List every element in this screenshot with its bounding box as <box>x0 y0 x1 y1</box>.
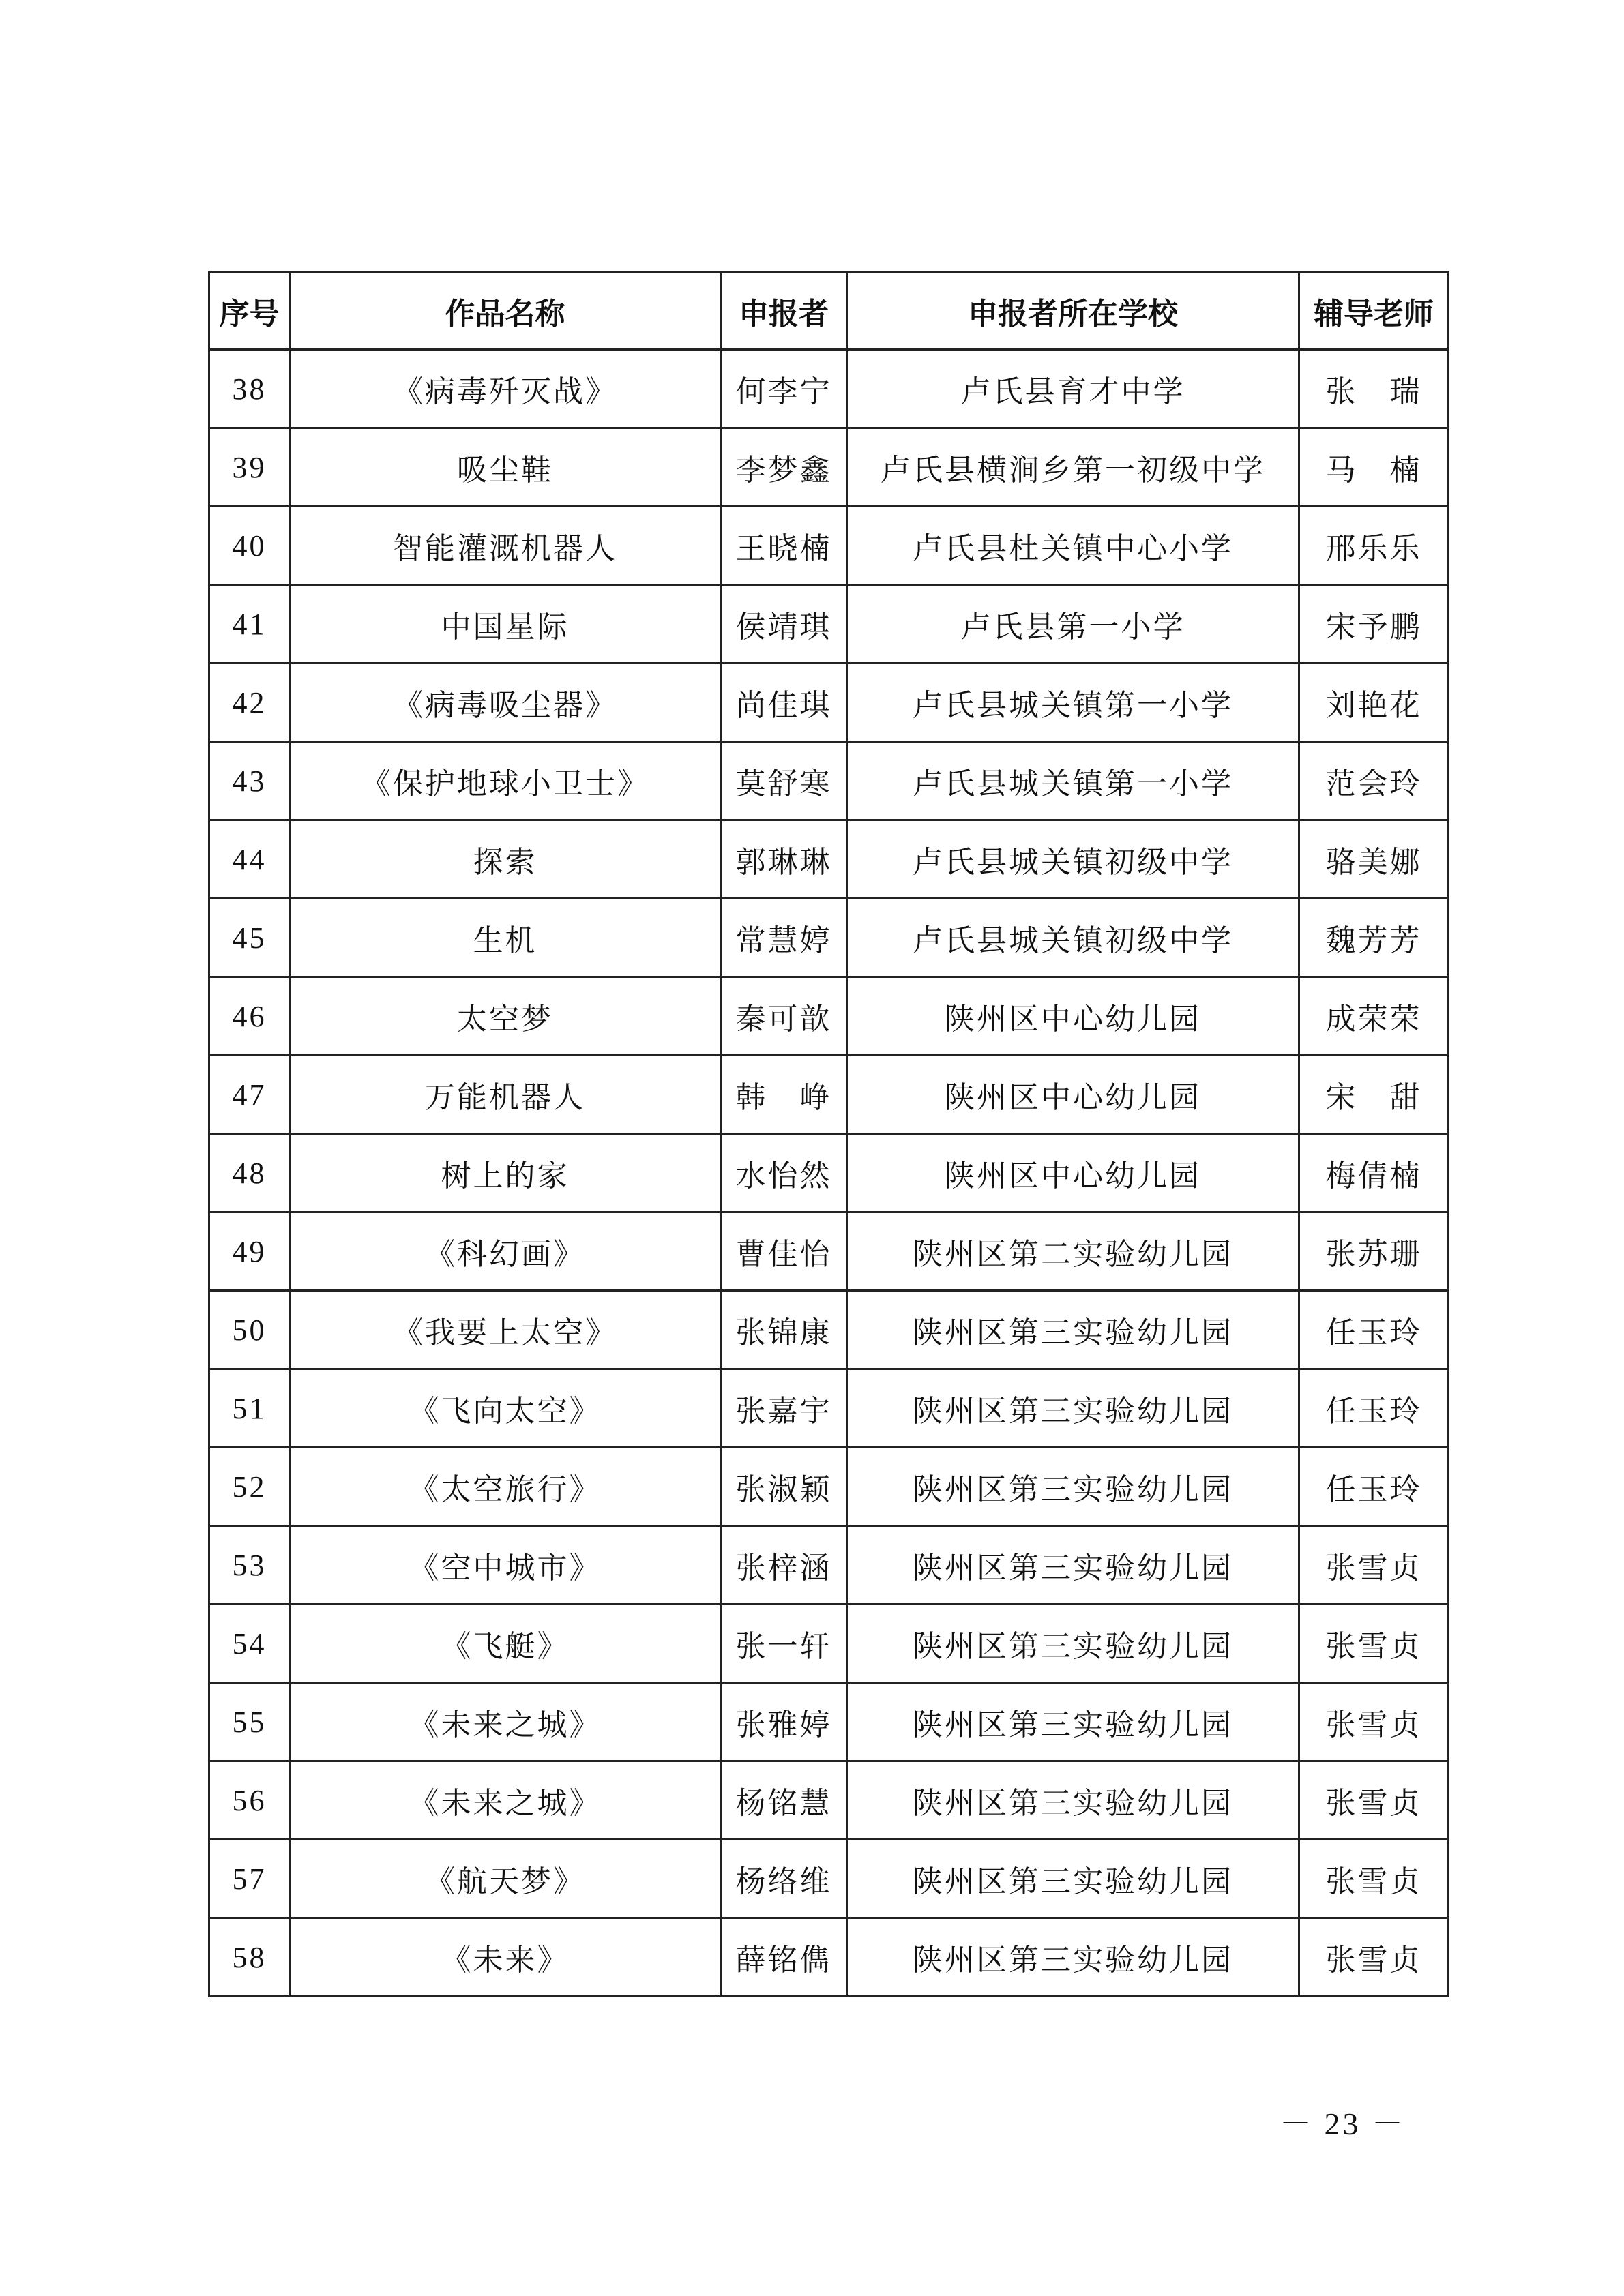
cell-index: 52 <box>209 1448 290 1526</box>
table-header-row <box>209 273 1449 350</box>
cell-work-title: 《飞向太空》 <box>290 1369 721 1448</box>
cell-work-title: 《太空旅行》 <box>290 1448 721 1526</box>
cell-index: 42 <box>209 664 290 742</box>
cell-advisor: 张苏珊 <box>1299 1212 1449 1291</box>
cell-index: 44 <box>209 820 290 899</box>
cell-index: 48 <box>209 1134 290 1212</box>
cell-applicant: 水怡然 <box>721 1134 847 1212</box>
cell-index: 39 <box>209 428 290 507</box>
cell-advisor: 骆美娜 <box>1299 820 1449 899</box>
cell-index: 45 <box>209 899 290 977</box>
cell-applicant: 莫舒寒 <box>721 742 847 820</box>
cell-work-title: 探索 <box>290 820 721 899</box>
cell-work-title: 生机 <box>290 899 721 977</box>
cell-school: 陕州区第三实验幼儿园 <box>847 1605 1299 1683</box>
cell-advisor: 成荣荣 <box>1299 977 1449 1056</box>
cell-advisor: 张雪贞 <box>1299 1918 1449 1997</box>
cell-applicant: 张一轩 <box>721 1605 847 1683</box>
table-row <box>209 1056 1449 1134</box>
header-applicant: 申报者 <box>721 273 847 350</box>
cell-applicant: 常慧婷 <box>721 899 847 977</box>
cell-advisor: 任玉玲 <box>1299 1291 1449 1369</box>
cell-index: 38 <box>209 350 290 428</box>
cell-work-title: 《我要上太空》 <box>290 1291 721 1369</box>
cell-index: 41 <box>209 585 290 664</box>
table-row <box>209 585 1449 664</box>
cell-applicant: 王晓楠 <box>721 507 847 585</box>
cell-index: 47 <box>209 1056 290 1134</box>
cell-work-title: 《未来之城》 <box>290 1683 721 1761</box>
table-row <box>209 1683 1449 1761</box>
cell-index: 58 <box>209 1918 290 1997</box>
cell-applicant: 张淑颖 <box>721 1448 847 1526</box>
cell-school: 卢氏县城关镇初级中学 <box>847 899 1299 977</box>
table-row <box>209 1291 1449 1369</box>
page-number: － 23 － <box>1280 2106 1406 2141</box>
cell-school: 卢氏县杜关镇中心小学 <box>847 507 1299 585</box>
cell-advisor: 张雪贞 <box>1299 1761 1449 1840</box>
cell-school: 陕州区第二实验幼儿园 <box>847 1212 1299 1291</box>
cell-advisor: 任玉玲 <box>1299 1448 1449 1526</box>
cell-index: 56 <box>209 1761 290 1840</box>
table-row <box>209 1840 1449 1918</box>
cell-applicant: 张梓涵 <box>721 1526 847 1605</box>
cell-applicant: 张嘉宇 <box>721 1369 847 1448</box>
cell-school: 陕州区第三实验幼儿园 <box>847 1291 1299 1369</box>
header-school: 申报者所在学校 <box>847 273 1299 350</box>
cell-work-title: 万能机器人 <box>290 1056 721 1134</box>
table-row <box>209 1918 1449 1997</box>
cell-applicant: 秦可歆 <box>721 977 847 1056</box>
cell-work-title: 《未来之城》 <box>290 1761 721 1840</box>
cell-school: 陕州区第三实验幼儿园 <box>847 1918 1299 1997</box>
cell-school: 陕州区中心幼儿园 <box>847 1056 1299 1134</box>
cell-work-title: 智能灌溉机器人 <box>290 507 721 585</box>
cell-advisor: 魏芳芳 <box>1299 899 1449 977</box>
cell-applicant: 郭琳琳 <box>721 820 847 899</box>
cell-advisor: 张雪贞 <box>1299 1840 1449 1918</box>
table-row <box>209 1369 1449 1448</box>
cell-school: 卢氏县城关镇第一小学 <box>847 742 1299 820</box>
header-work-title: 作品名称 <box>290 273 721 350</box>
award-table <box>208 271 1449 1997</box>
table-row <box>209 664 1449 742</box>
cell-advisor: 刘艳花 <box>1299 664 1449 742</box>
cell-index: 57 <box>209 1840 290 1918</box>
cell-school: 陕州区第三实验幼儿园 <box>847 1761 1299 1840</box>
cell-work-title: 太空梦 <box>290 977 721 1056</box>
cell-work-title: 《科幻画》 <box>290 1212 721 1291</box>
cell-advisor: 邢乐乐 <box>1299 507 1449 585</box>
cell-advisor: 任玉玲 <box>1299 1369 1449 1448</box>
cell-applicant: 张雅婷 <box>721 1683 847 1761</box>
cell-index: 46 <box>209 977 290 1056</box>
cell-index: 49 <box>209 1212 290 1291</box>
cell-advisor: 宋予鹏 <box>1299 585 1449 664</box>
header-index: 序号 <box>209 273 290 350</box>
cell-work-title: 《飞艇》 <box>290 1605 721 1683</box>
cell-school: 卢氏县城关镇第一小学 <box>847 664 1299 742</box>
cell-advisor: 张雪贞 <box>1299 1605 1449 1683</box>
cell-work-title: 中国星际 <box>290 585 721 664</box>
cell-school: 卢氏县第一小学 <box>847 585 1299 664</box>
table-row <box>209 742 1449 820</box>
cell-work-title: 《航天梦》 <box>290 1840 721 1918</box>
cell-school: 陕州区第三实验幼儿园 <box>847 1369 1299 1448</box>
cell-work-title: 《未来》 <box>290 1918 721 1997</box>
table-row <box>209 1605 1449 1683</box>
cell-school: 陕州区第三实验幼儿园 <box>847 1683 1299 1761</box>
cell-work-title: 《保护地球小卫士》 <box>290 742 721 820</box>
cell-school: 陕州区中心幼儿园 <box>847 1134 1299 1212</box>
cell-school: 陕州区第三实验幼儿园 <box>847 1526 1299 1605</box>
cell-applicant: 李梦鑫 <box>721 428 847 507</box>
header-advisor: 辅导老师 <box>1299 273 1449 350</box>
cell-applicant: 杨铭慧 <box>721 1761 847 1840</box>
cell-work-title: 《病毒吸尘器》 <box>290 664 721 742</box>
table-row <box>209 1448 1449 1526</box>
cell-applicant: 张锦康 <box>721 1291 847 1369</box>
cell-index: 54 <box>209 1605 290 1683</box>
cell-advisor: 范会玲 <box>1299 742 1449 820</box>
table-row <box>209 507 1449 585</box>
table-row <box>209 1761 1449 1840</box>
table-row <box>209 977 1449 1056</box>
cell-advisor: 张 瑞 <box>1299 350 1449 428</box>
table-row <box>209 1134 1449 1212</box>
cell-advisor: 张雪贞 <box>1299 1526 1449 1605</box>
table-row <box>209 820 1449 899</box>
cell-school: 卢氏县育才中学 <box>847 350 1299 428</box>
cell-school: 卢氏县横涧乡第一初级中学 <box>847 428 1299 507</box>
cell-advisor: 梅倩楠 <box>1299 1134 1449 1212</box>
cell-applicant: 尚佳琪 <box>721 664 847 742</box>
cell-school: 卢氏县城关镇初级中学 <box>847 820 1299 899</box>
cell-applicant: 杨络维 <box>721 1840 847 1918</box>
cell-index: 40 <box>209 507 290 585</box>
table-row <box>209 428 1449 507</box>
cell-index: 53 <box>209 1526 290 1605</box>
cell-applicant: 薛铭儁 <box>721 1918 847 1997</box>
cell-work-title: 《空中城市》 <box>290 1526 721 1605</box>
cell-advisor: 张雪贞 <box>1299 1683 1449 1761</box>
cell-applicant: 韩 峥 <box>721 1056 847 1134</box>
cell-index: 50 <box>209 1291 290 1369</box>
cell-school: 陕州区第三实验幼儿园 <box>847 1448 1299 1526</box>
cell-applicant: 何李宁 <box>721 350 847 428</box>
cell-index: 55 <box>209 1683 290 1761</box>
cell-applicant: 侯靖琪 <box>721 585 847 664</box>
cell-index: 51 <box>209 1369 290 1448</box>
cell-advisor: 宋 甜 <box>1299 1056 1449 1134</box>
table-row <box>209 350 1449 428</box>
cell-work-title: 吸尘鞋 <box>290 428 721 507</box>
cell-school: 陕州区第三实验幼儿园 <box>847 1840 1299 1918</box>
cell-applicant: 曹佳怡 <box>721 1212 847 1291</box>
cell-work-title: 《病毒歼灭战》 <box>290 350 721 428</box>
cell-advisor: 马 楠 <box>1299 428 1449 507</box>
table-row <box>209 1212 1449 1291</box>
table-row <box>209 899 1449 977</box>
cell-work-title: 树上的家 <box>290 1134 721 1212</box>
cell-school: 陕州区中心幼儿园 <box>847 977 1299 1056</box>
cell-index: 43 <box>209 742 290 820</box>
table-row <box>209 1526 1449 1605</box>
